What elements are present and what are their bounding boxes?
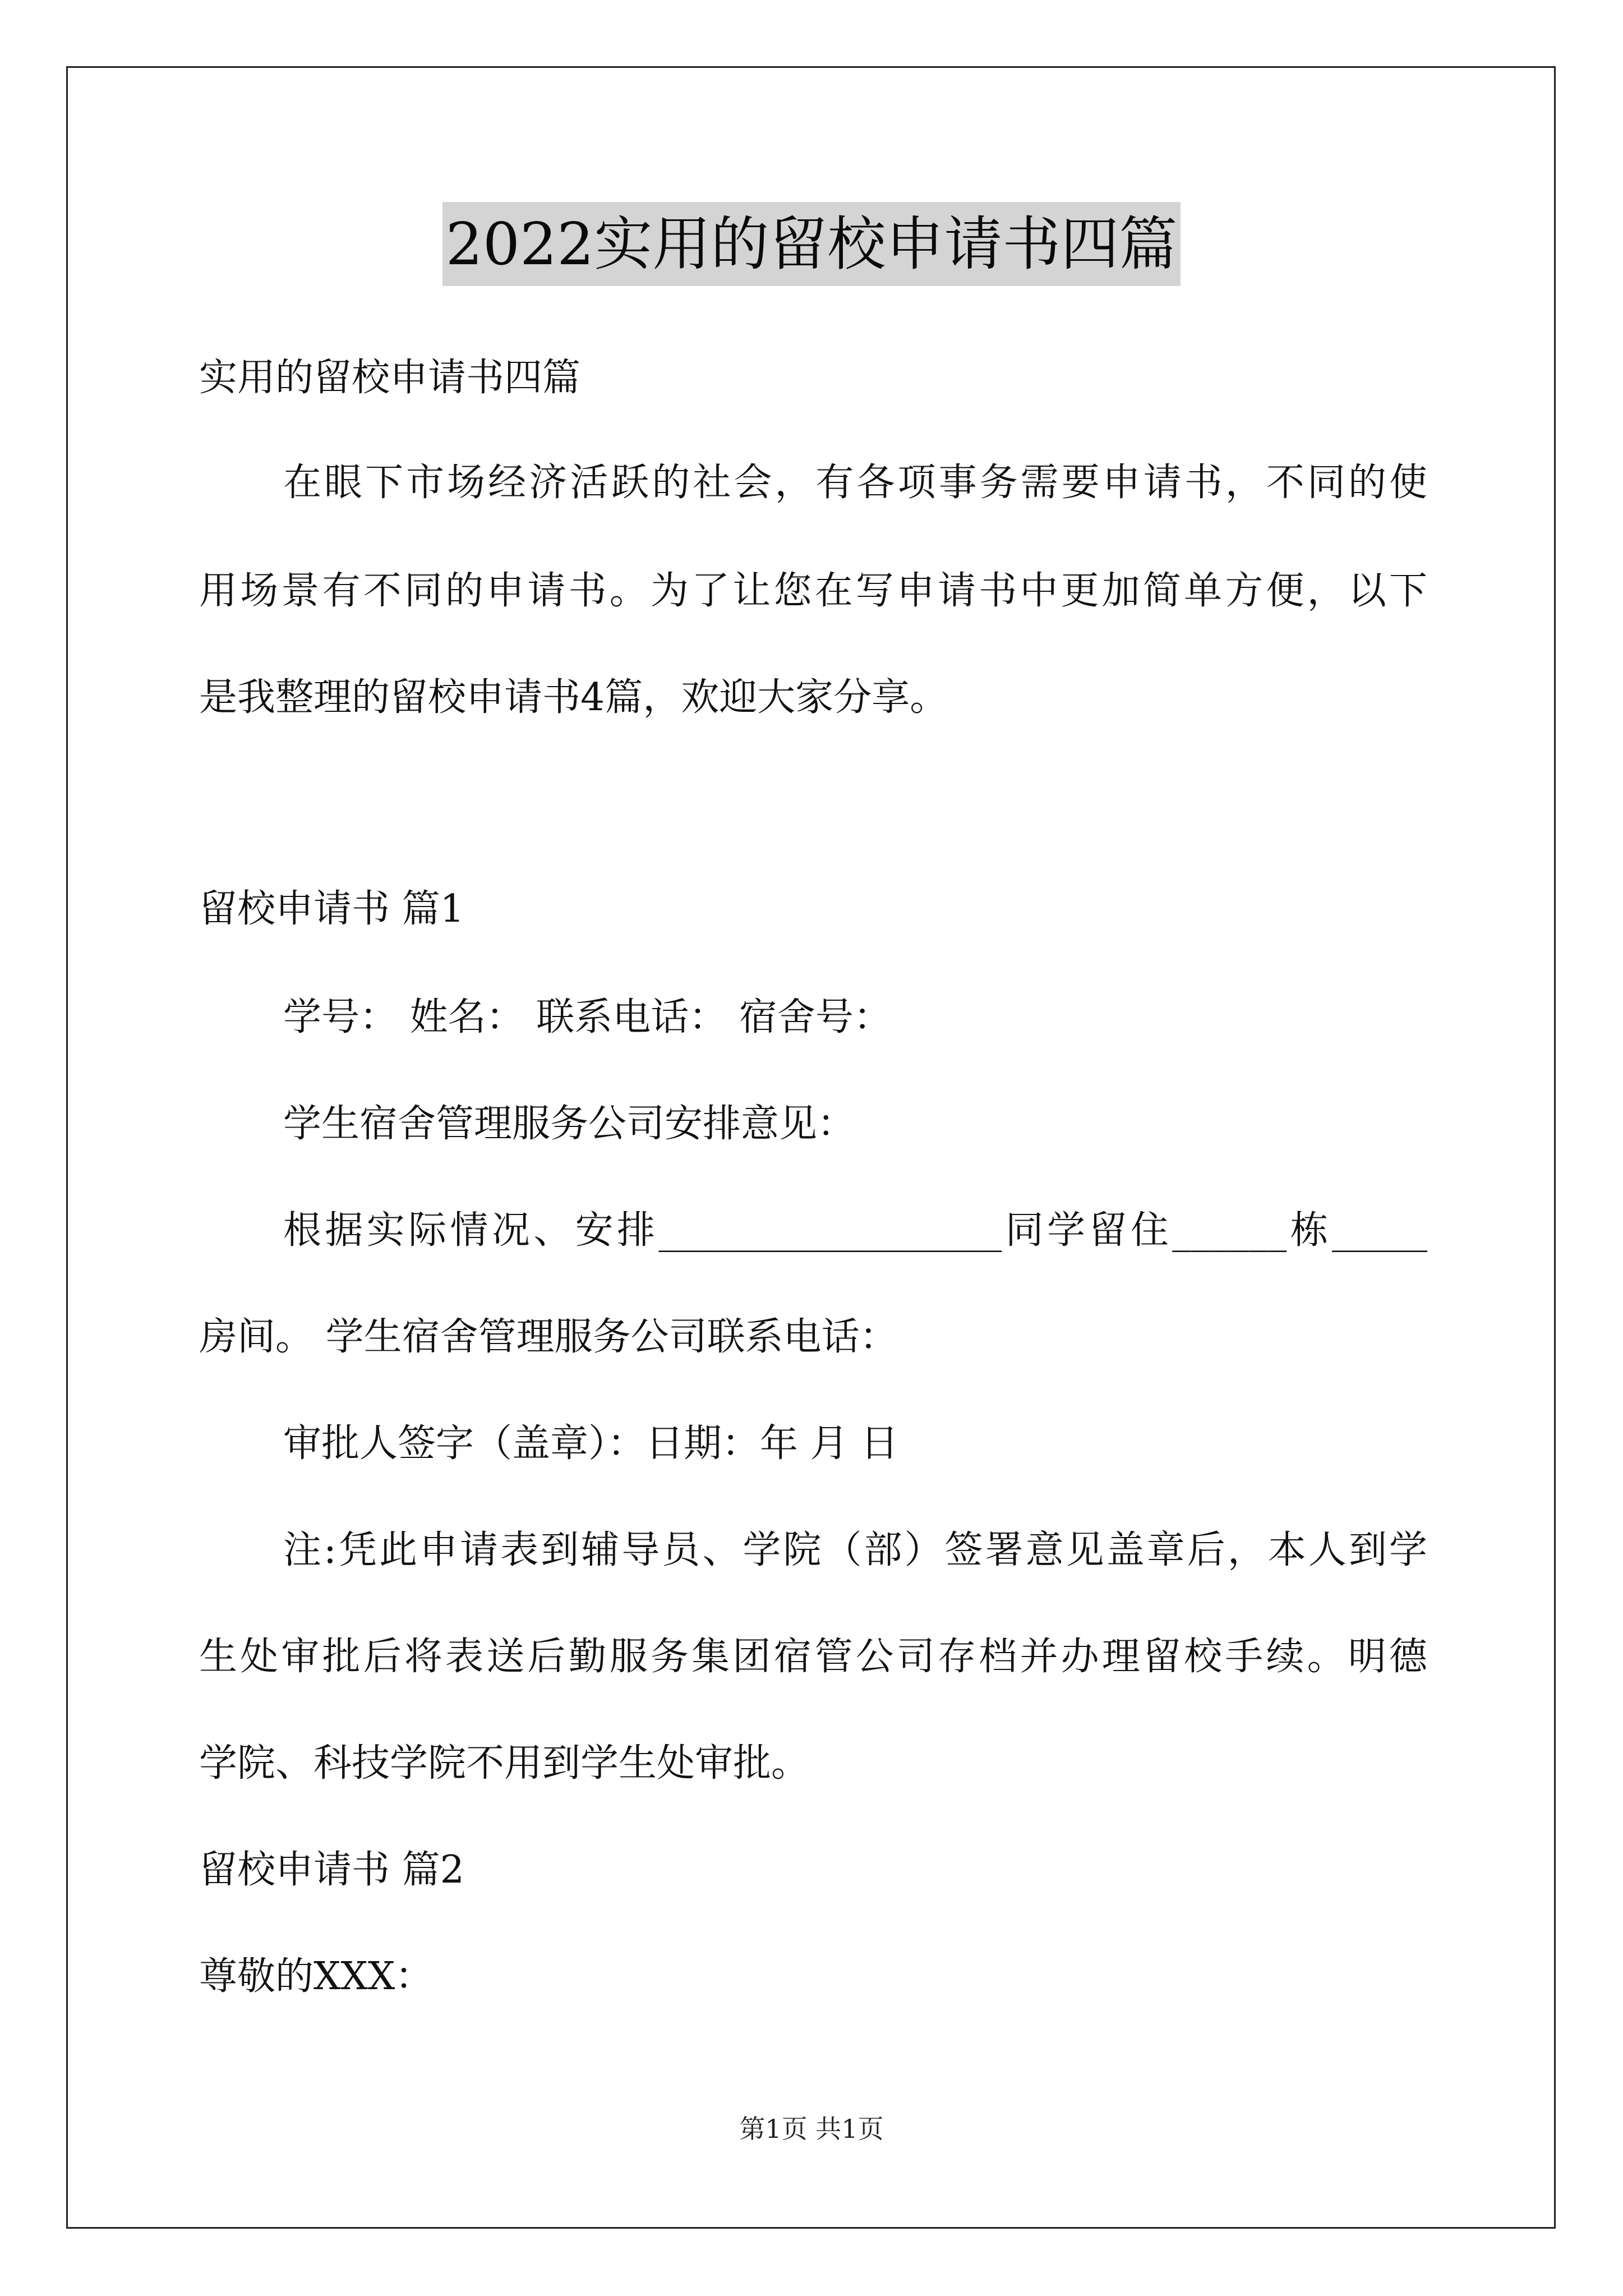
fields-line: 学号： 姓名： 联系电话： 宿舍号： (283, 995, 892, 1039)
document-title: 2022实用的留校申请书四篇 (442, 202, 1181, 286)
arrangement-line: 根据实际情况、安排__________________同学留住______栋_____ (283, 1208, 1427, 1253)
section2-heading: 留校申请书 篇2 (199, 1848, 464, 1892)
salutation: 尊敬的XXX： (199, 1954, 434, 1999)
note-line: 生处审批后将表送后勤服务集团宿管公司存档并办理留校手续。明德 (199, 1635, 1427, 1679)
document-subtitle: 实用的留校申请书四篇 (199, 356, 581, 400)
note-line: 注:凭此申请表到辅导员、学院（部）签署意见盖章后，本人到学 (283, 1528, 1427, 1572)
opinion-label: 学生宿舍管理服务公司安排意见： (283, 1102, 856, 1146)
section1-heading: 留校申请书 篇1 (199, 887, 464, 931)
intro-paragraph-line: 用场景有不同的申请书。为了让您在写申请书中更加简单方便，以下 (199, 569, 1427, 613)
title-container (0, 202, 1623, 286)
arrangement-line: 房间。 学生宿舍管理服务公司联系电话： (199, 1315, 898, 1359)
note-line: 学院、科技学院不用到学生处审批。 (199, 1741, 810, 1786)
page-footer: 第1页 共1页 (739, 2114, 884, 2144)
approver-line: 审批人签字（盖章）：日期：年 月 日 (283, 1421, 899, 1466)
intro-paragraph-line: 是我整理的留校申请书4篇，欢迎大家分享。 (199, 675, 948, 720)
intro-paragraph-line: 在眼下市场经济活跃的社会，有各项事务需要申请书，不同的使 (283, 461, 1427, 505)
